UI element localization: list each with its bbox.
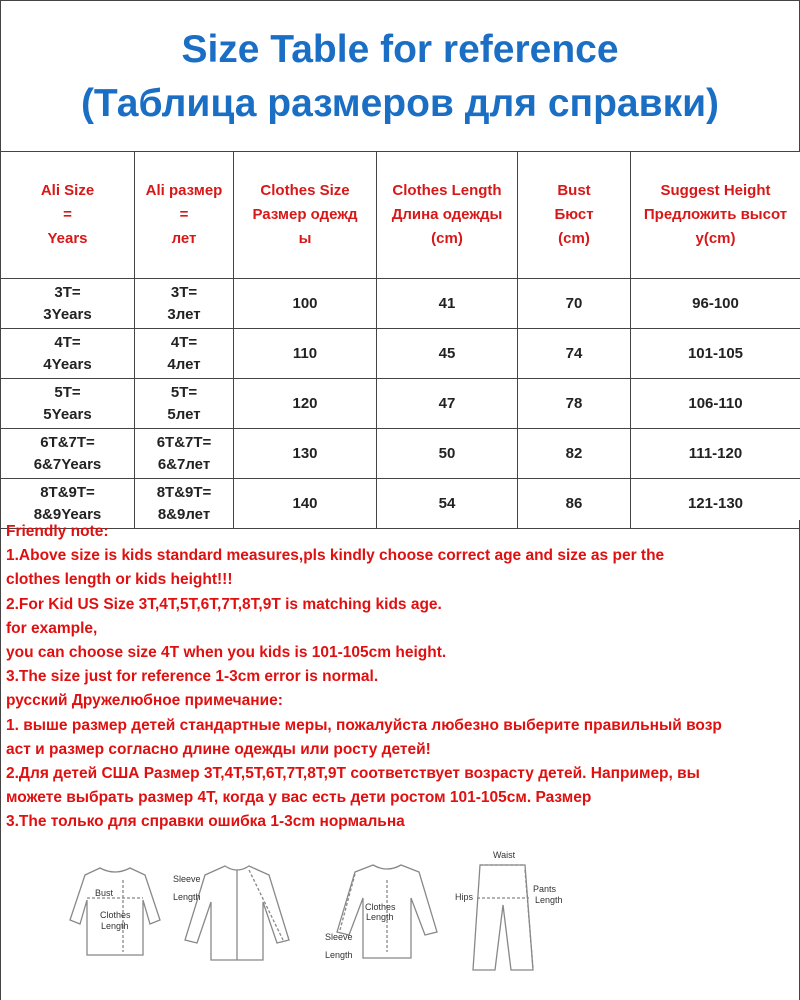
header-line: Bust — [557, 182, 591, 199]
header-clothes-length — [377, 152, 518, 279]
header-line: Clothes Length — [392, 182, 502, 199]
cell-line: 8T&9T= — [156, 483, 212, 501]
header-line: = — [179, 206, 189, 223]
header-line: Ali размер — [145, 182, 223, 199]
measurement-diagram — [55, 840, 575, 990]
header-line: у(cm) — [695, 230, 736, 247]
header-line: ы — [298, 230, 312, 247]
cell-length: 50 — [377, 429, 518, 479]
cell-clothes-size: 120 — [234, 379, 377, 429]
cell-line: 3T= — [54, 283, 81, 301]
cell-bust: 74 — [518, 329, 631, 379]
cell-clothes-size: 110 — [234, 329, 377, 379]
cell-ali-size — [1, 429, 135, 479]
header-line: (cm) — [431, 230, 463, 247]
label-length: Length — [535, 895, 563, 905]
header-ali-size — [1, 152, 135, 279]
label-bust: Bust — [95, 888, 114, 898]
note-line: 3.The size just for reference 1-3cm error is normal. — [6, 668, 379, 686]
pants-illustration — [473, 865, 533, 970]
cell-ali-size — [1, 279, 135, 329]
header-line: Suggest Height — [660, 182, 771, 199]
cell-ali-ru — [135, 279, 234, 329]
cell-height: 111-120 — [631, 429, 800, 479]
cell-height: 121-130 — [631, 479, 800, 529]
cell-line: 4T= — [170, 333, 198, 351]
cell-bust: 78 — [518, 379, 631, 429]
header-line: Размер одежд — [252, 206, 358, 223]
cell-line: 3лет — [167, 305, 201, 323]
table-row — [1, 329, 800, 379]
cell-line: 4T= — [54, 333, 81, 351]
cell-ali-ru — [135, 329, 234, 379]
cell-line: 6T&7T= — [156, 433, 212, 451]
header-line: Бюст — [554, 206, 594, 223]
note-line: 3.The только для справки ошибка 1-3cm нормальна — [6, 813, 405, 831]
cell-height: 106-110 — [631, 379, 800, 429]
label-length: Length — [173, 892, 201, 902]
table-row — [1, 279, 800, 329]
label-pants: Pants — [533, 884, 557, 894]
cell-bust: 70 — [518, 279, 631, 329]
note-line: 2.For Kid US Size 3T,4T,5T,6T,7T,8T,9T is matching kids age. — [6, 595, 442, 613]
cell-line: 3Years — [43, 305, 92, 323]
label-sleeve: Sleeve — [173, 874, 201, 884]
cell-height: 101-105 — [631, 329, 800, 379]
cell-line: 5T= — [170, 383, 198, 401]
note-line: for example, — [6, 619, 98, 637]
table-header-row — [1, 152, 800, 279]
shirt-illustration — [185, 866, 289, 960]
cell-clothes-size: 100 — [234, 279, 377, 329]
cell-line: 5T= — [54, 383, 81, 401]
label-clothes: Clothes — [365, 902, 396, 912]
note-heading: Friendly note: — [6, 523, 109, 540]
cell-height: 96-100 — [631, 279, 800, 329]
cell-clothes-size: 130 — [234, 429, 377, 479]
label-length: Length — [325, 950, 353, 960]
cell-bust: 86 — [518, 479, 631, 529]
note-line: 1. выше размер детей стандартные меры, пожалуйста любезно выберите правильный возр — [6, 716, 722, 734]
label-length: Length — [101, 921, 129, 931]
header-line: Предложить высот — [643, 206, 788, 223]
cell-line: 6T&7T= — [40, 433, 95, 451]
label-clothes: Clothes — [100, 910, 131, 920]
size-table — [0, 151, 800, 529]
cell-line: 4лет — [167, 355, 201, 373]
cell-line: 3T= — [170, 283, 198, 301]
cell-ali-ru — [135, 429, 234, 479]
cell-line: 5лет — [167, 405, 201, 423]
table-row — [1, 429, 800, 479]
label-sleeve: Sleeve — [325, 932, 353, 942]
label-waist: Waist — [493, 850, 516, 860]
note-line: you can choose size 4T when you kids is 101-105cm height. — [6, 644, 447, 662]
note-heading-russian: русский Дружелюбное примечание: — [6, 692, 283, 710]
label-hips: Hips — [455, 892, 474, 902]
cell-line: 4Years — [43, 355, 92, 373]
header-line: = — [63, 206, 72, 223]
cell-length: 45 — [377, 329, 518, 379]
header-clothes-size — [234, 152, 377, 279]
header-line: (cm) — [558, 230, 590, 247]
header-line: Years — [47, 230, 88, 247]
note-line: 2.Для детей США Размер 3T,4T,5T,6T,7T,8T,9T соответствует возрасту детей. Например, вы — [6, 765, 700, 783]
cell-line: 6&7Years — [33, 455, 102, 473]
cell-clothes-size: 140 — [234, 479, 377, 529]
cell-line: 5Years — [43, 405, 92, 423]
title-english: Size Table for reference — [181, 27, 619, 71]
cell-line: 8&9лет — [157, 505, 211, 523]
header-line: Ali Size — [40, 182, 95, 199]
header-line: Clothes Size — [260, 182, 350, 199]
cell-bust: 82 — [518, 429, 631, 479]
cell-length: 41 — [377, 279, 518, 329]
cell-length: 47 — [377, 379, 518, 429]
cell-line: 8&9Years — [33, 505, 102, 523]
cell-line: 6&7лет — [157, 455, 211, 473]
header-suggest-height — [631, 152, 800, 279]
header-line: лет — [171, 230, 197, 247]
cell-length: 54 — [377, 479, 518, 529]
header-bust — [518, 152, 631, 279]
note-line: 1.Above size is kids standard measures,pls kindly choose correct age and size as per the — [6, 547, 665, 565]
cell-line: 8T&9T= — [40, 483, 95, 501]
cell-ali-size — [1, 379, 135, 429]
measurement-diagram-svg — [55, 840, 575, 990]
cell-ali-ru — [135, 379, 234, 429]
title-block — [0, 0, 800, 152]
cell-ali-size — [1, 329, 135, 379]
note-line: аст и размер согласно длине одежды или росту детей! — [6, 740, 431, 758]
header-line: Длина одежды — [391, 206, 503, 223]
note-line: можете выбрать размер 4T, когда у вас есть дети ростом 101-105см. Размер — [6, 789, 592, 807]
table-row — [1, 379, 800, 429]
title-russian: (Таблица размеров для справки) — [80, 81, 720, 125]
label-length: Length — [366, 912, 394, 922]
note-line: clothes length or kids height!!! — [6, 571, 233, 589]
header-ali-razmer — [135, 152, 234, 279]
